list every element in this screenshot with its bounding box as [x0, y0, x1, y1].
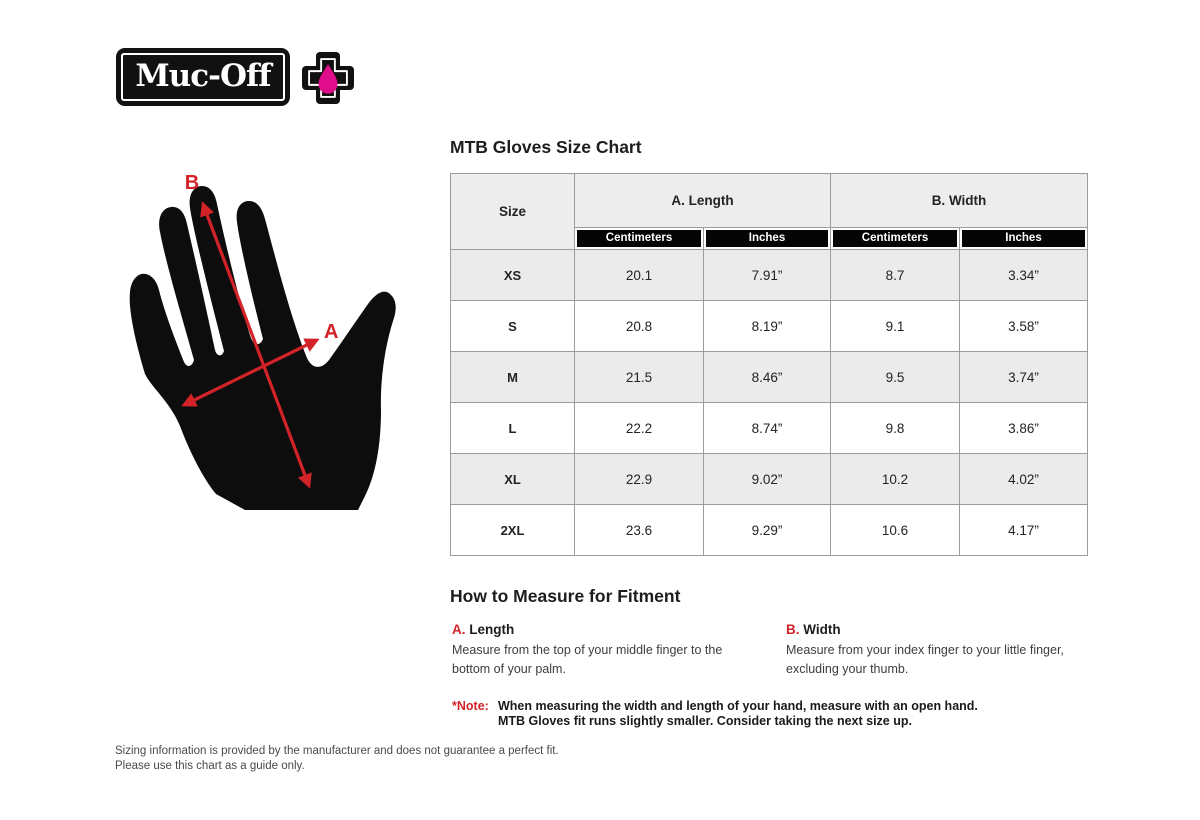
- measure-width-block: [786, 622, 1096, 680]
- measure-length-text: Measure from the top of your middle finger to the bottom of your palm.: [452, 643, 723, 677]
- col-header-width: B. Width: [831, 174, 1088, 228]
- col-header-length: A. Length: [575, 174, 831, 228]
- measure-length-block: [452, 622, 758, 680]
- hand-measure-diagram: [118, 158, 408, 518]
- size-chart-title: MTB Gloves Size Chart: [450, 137, 642, 157]
- diagram-label-a: A: [324, 321, 339, 343]
- diagram-label-b: B: [184, 172, 200, 194]
- measure-width-label: B. Width: [786, 622, 841, 637]
- measure-width-prefix: B.: [786, 622, 800, 637]
- table-row-m: M 21.5 8.46” 9.5 3.74”: [451, 352, 1088, 403]
- note-line-2: MTB Gloves fit runs slightly smaller. Consider taking the next size up.: [498, 714, 912, 728]
- measure-length-label: A. Length: [452, 622, 515, 637]
- note-block: [452, 699, 978, 729]
- unit-length-in: Inches: [706, 230, 828, 247]
- unit-length-cm: Centimeters: [577, 230, 701, 247]
- hand-silhouette: [130, 186, 396, 510]
- table-row-s: S 20.8 8.19” 9.1 3.58”: [451, 301, 1088, 352]
- table-row-xs: XS 20.1 7.91” 8.7 3.34”: [451, 250, 1088, 301]
- note-text: [498, 699, 978, 729]
- table-row-xl: XL 22.9 9.02” 10.2 4.02”: [451, 454, 1088, 505]
- header-row: [451, 174, 1088, 228]
- table-row-l: L 22.2 8.74” 9.8 3.86”: [451, 403, 1088, 454]
- muc-off-plus-icon: [299, 49, 357, 107]
- brand-name: Muc-Off: [135, 58, 271, 94]
- unit-width-in: Inches: [962, 230, 1085, 247]
- size-chart-table: [450, 173, 1088, 556]
- sizing-disclaimer: [115, 744, 559, 774]
- note-line-1: When measuring the width and length of your hand, measure with an open hand.: [498, 699, 978, 713]
- howto-title: How to Measure for Fitment: [450, 586, 681, 606]
- measure-width-text: Measure from your index finger to your little finger, excluding your thumb.: [786, 643, 1064, 677]
- measure-length-prefix: A.: [452, 622, 466, 637]
- disclaimer-line-2: Please use this chart as a guide only.: [115, 760, 305, 772]
- logo-inner-frame: [121, 53, 285, 101]
- col-header-size: Size: [451, 174, 575, 250]
- disclaimer-line-1: Sizing information is provided by the manufacturer and does not guarantee a perfect fit.: [115, 745, 559, 757]
- note-prefix: *Note:: [452, 699, 489, 713]
- muc-off-logo: [116, 48, 290, 106]
- table-row-2xl: 2XL 23.6 9.29” 10.6 4.17”: [451, 505, 1088, 556]
- unit-width-cm: Centimeters: [833, 230, 957, 247]
